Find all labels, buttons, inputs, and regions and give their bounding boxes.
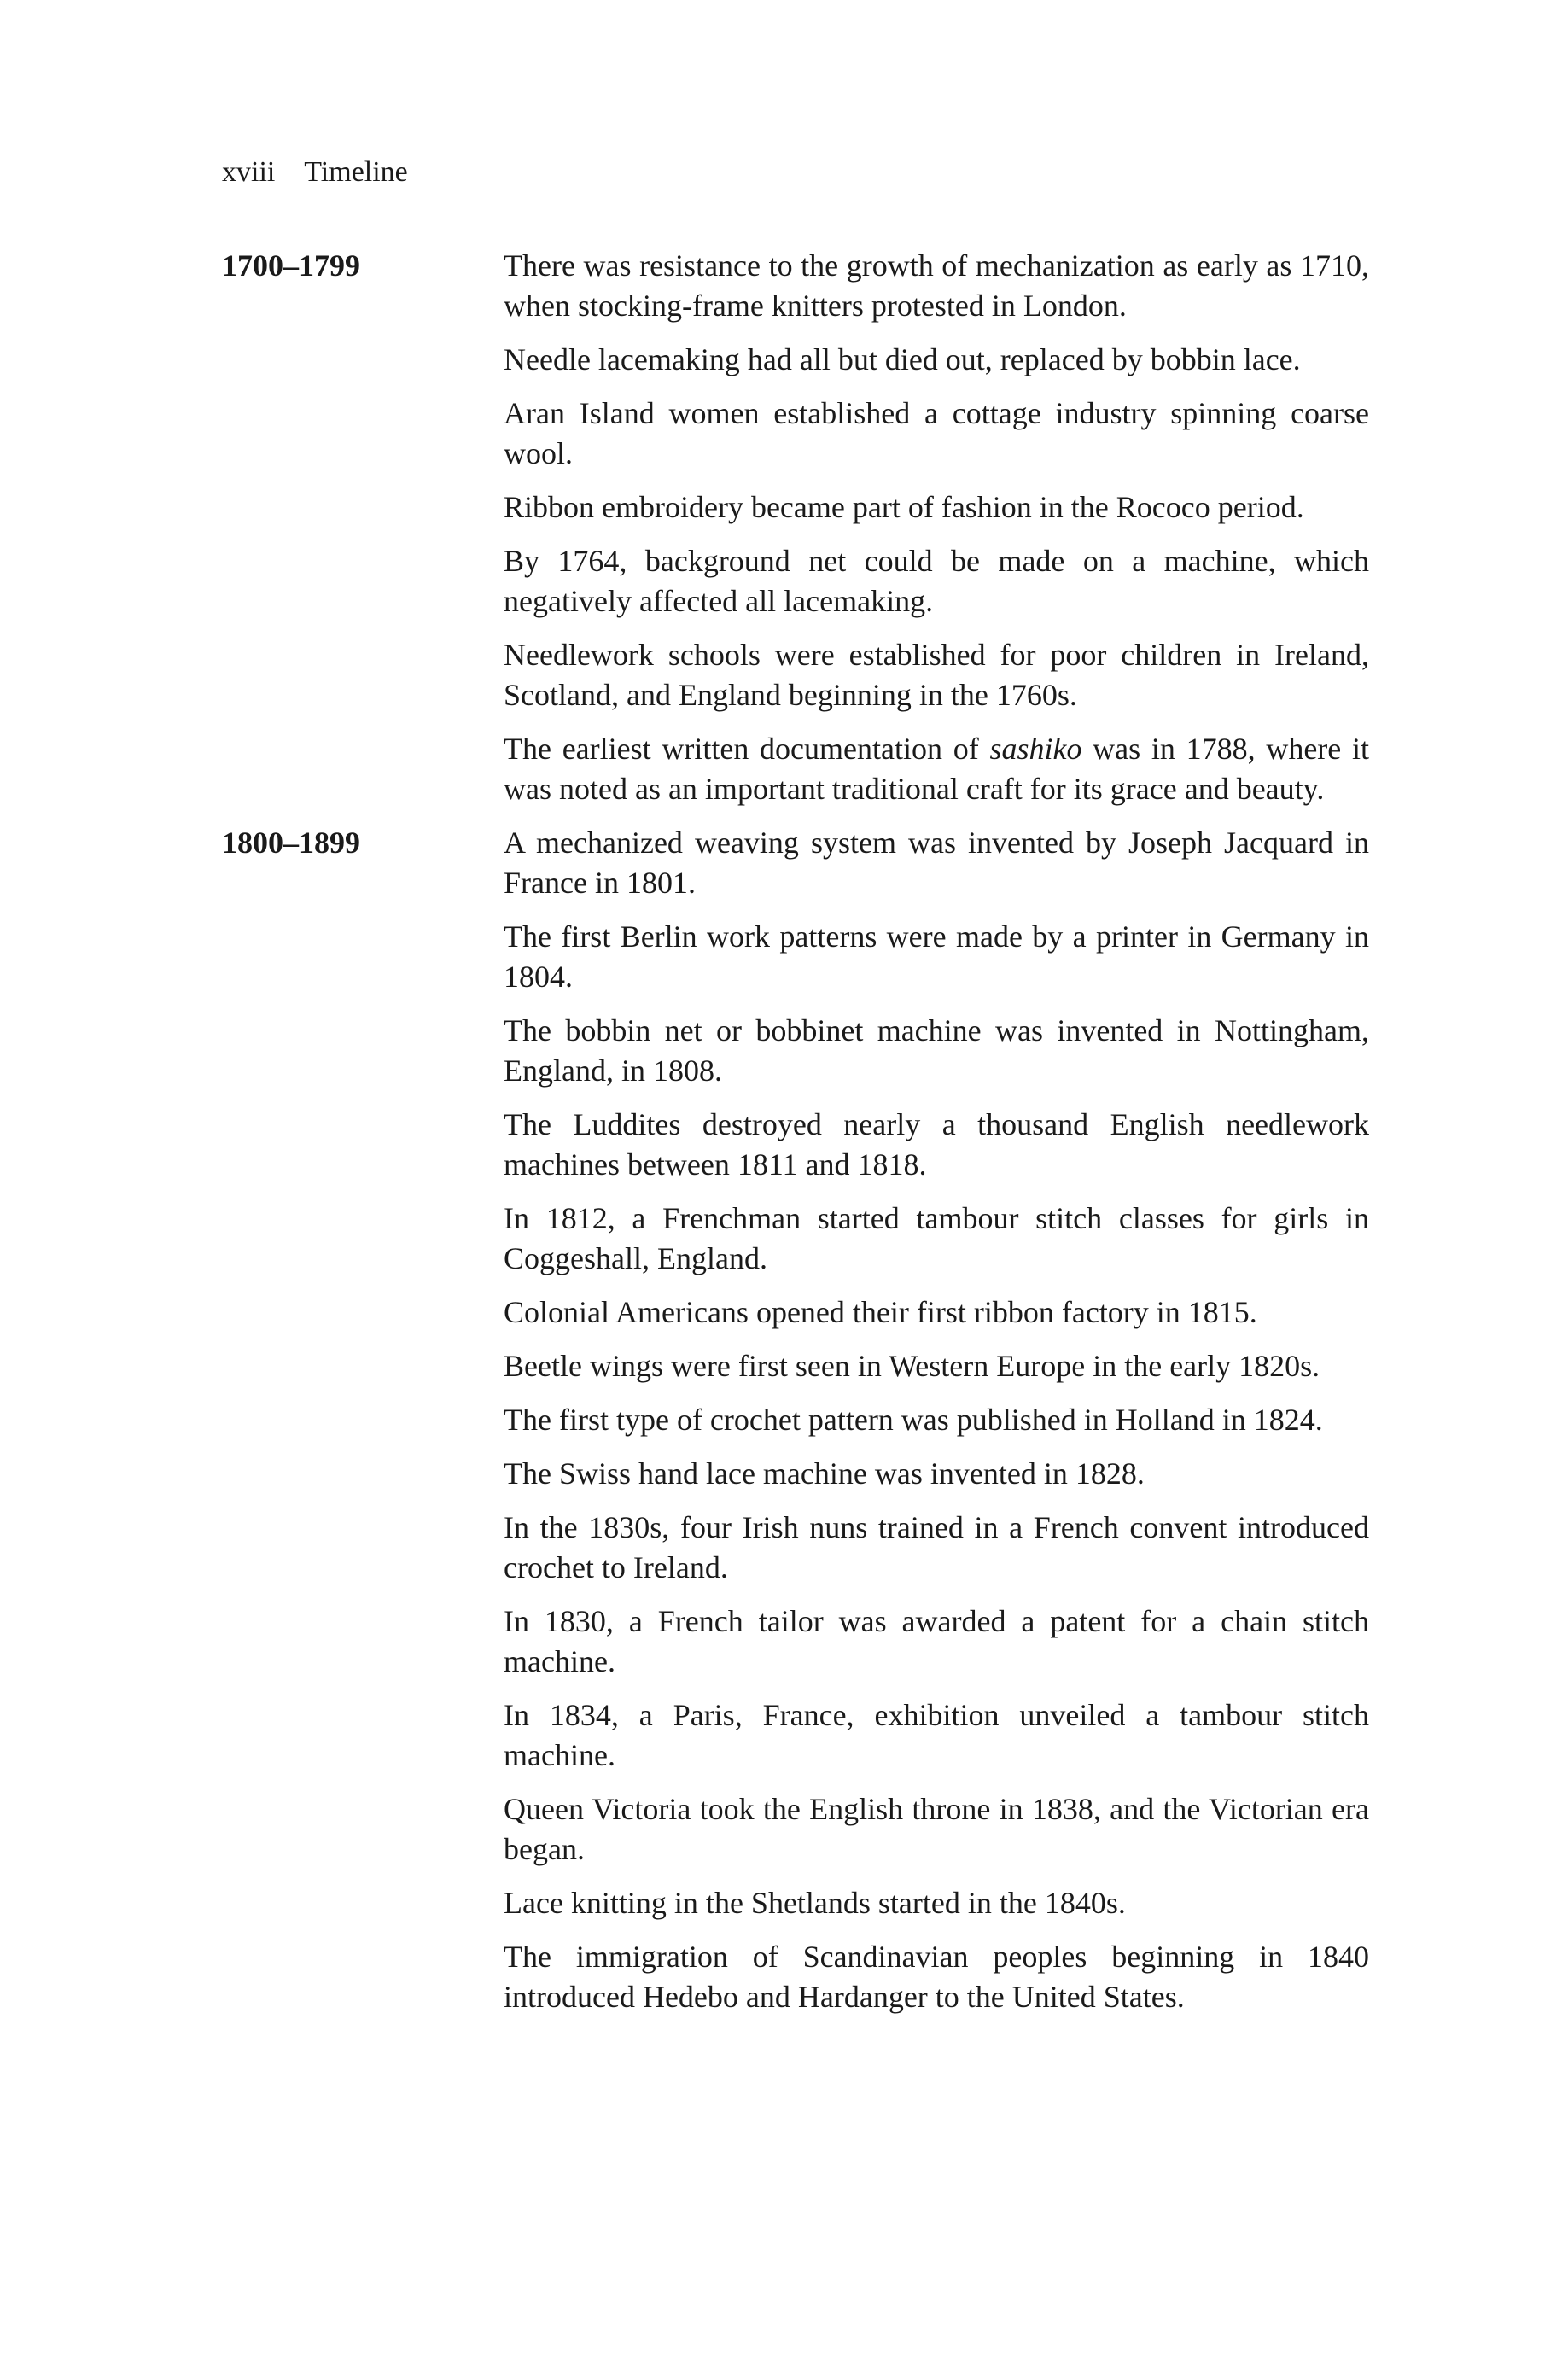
running-head-title: Timeline	[304, 156, 408, 188]
period-entries	[504, 823, 1369, 2031]
timeline-entry: Needle lacemaking had all but died out, replaced by bobbin lace.	[504, 342, 1301, 376]
page-number: xviii	[222, 156, 276, 188]
timeline-entry: The bobbin net or bobbinet machine was invented in Nottingham, England, in 1808.	[504, 1013, 1369, 1088]
period-label: 1700–1799	[222, 248, 360, 283]
timeline-entry: In 1830, a French tailor was awarded a patent for a chain stitch machine.	[504, 1604, 1369, 1678]
period-1800-1899	[222, 823, 1369, 2031]
entry-italic-term: sashiko	[989, 732, 1082, 766]
timeline-entry-sashiko	[504, 729, 1369, 809]
timeline	[222, 246, 1369, 2031]
timeline-entry: The first type of crochet pattern was published in Holland in 1824.	[504, 1403, 1323, 1437]
timeline-entry: A mechanized weaving system was invented by Joseph Jacquard in France in 1801.	[504, 826, 1369, 900]
period-1700-1799	[222, 246, 1369, 823]
period-label: 1800–1899	[222, 826, 360, 860]
running-head	[222, 154, 408, 191]
timeline-entry: In 1812, a Frenchman started tambour stitch classes for girls in Coggeshall, England.	[504, 1201, 1369, 1275]
timeline-entry: Aran Island women established a cottage industry spinning coarse wool.	[504, 396, 1369, 470]
timeline-entry: There was resistance to the growth of mechanization as early as 1710, when stocking-frame knitters protested in London.	[504, 248, 1369, 323]
timeline-entry: The first Berlin work patterns were made by a printer in Germany in 1804.	[504, 919, 1369, 994]
timeline-entry: The immigration of Scandinavian peoples beginning in 1840 introduced Hedebo and Hardanger to the United States.	[504, 1940, 1369, 2014]
timeline-entry: By 1764, background net could be made on a machine, which negatively affected all lacemaking.	[504, 544, 1369, 618]
timeline-entry: In 1834, a Paris, France, exhibition unveiled a tambour stitch machine.	[504, 1698, 1369, 1772]
entry-text-before: The earliest written documentation of	[504, 732, 990, 766]
entry-text-after: was in 1788, where it was noted as an important traditional craft for its grace and beauty.	[504, 732, 1369, 806]
timeline-entry: Queen Victoria took the English throne in 1838, and the Victorian era began.	[504, 1792, 1369, 1866]
timeline-entry: Ribbon embroidery became part of fashion in the Rococo period.	[504, 490, 1304, 524]
timeline-entry: Lace knitting in the Shetlands started in the 1840s.	[504, 1886, 1126, 1920]
timeline-entry: In the 1830s, four Irish nuns trained in a French convent introduced crochet to Ireland.	[504, 1510, 1369, 1584]
timeline-entry: The Swiss hand lace machine was invented in 1828.	[504, 1456, 1145, 1491]
timeline-entry: The Luddites destroyed nearly a thousand English needlework machines between 1811 and 1818.	[504, 1107, 1369, 1182]
timeline-entry: Beetle wings were first seen in Western Europe in the early 1820s.	[504, 1349, 1320, 1383]
timeline-entry: Needlework schools were established for poor children in Ireland, Scotland, and England beginning in the 1760s.	[504, 638, 1369, 712]
period-entries	[504, 246, 1369, 823]
timeline-entry: Colonial Americans opened their first ribbon factory in 1815.	[504, 1295, 1257, 1329]
